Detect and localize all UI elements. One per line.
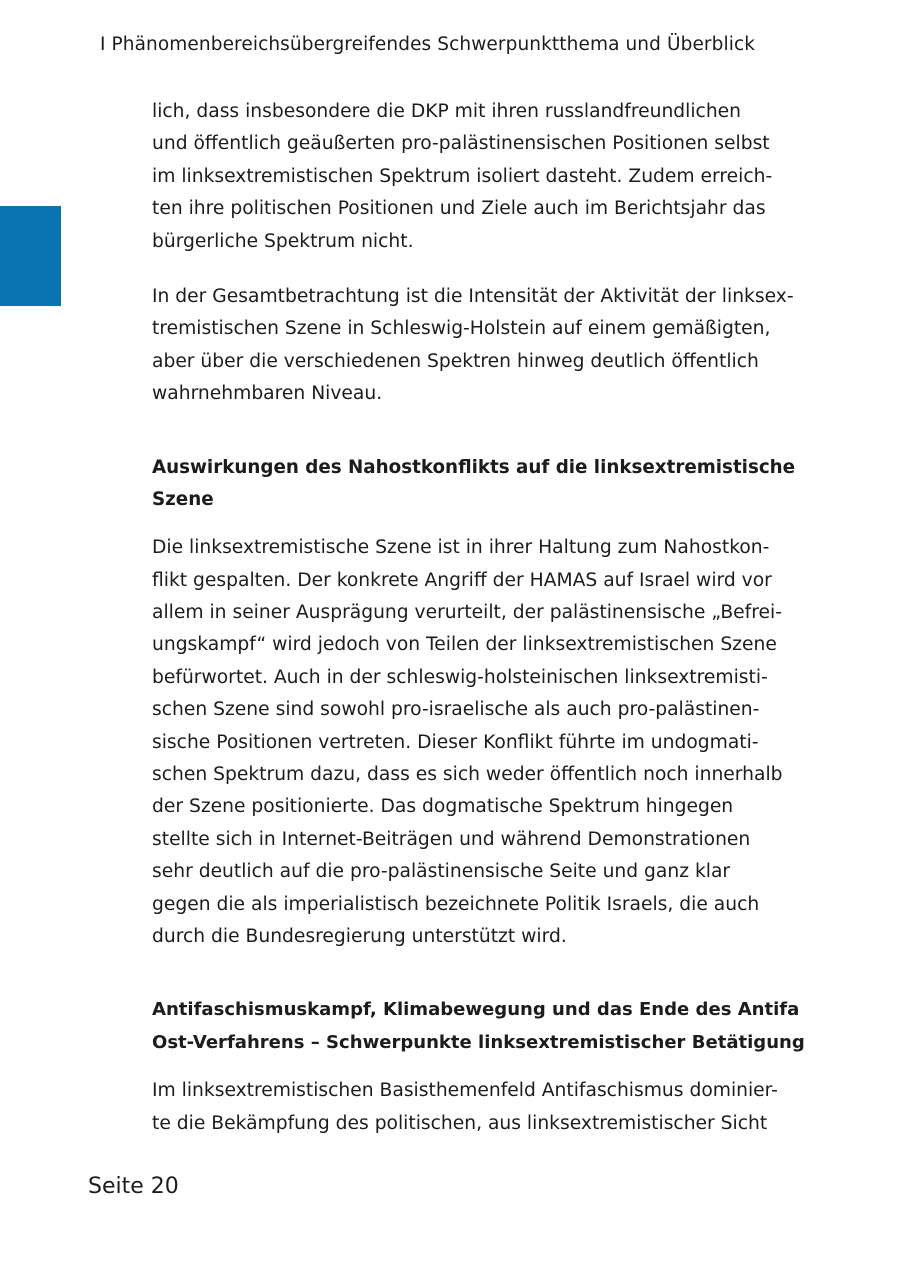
- text-line: In der Gesamtbetrachtung ist die Intensität der Aktivität der linksex-: [152, 285, 794, 307]
- paragraph: [152, 281, 807, 411]
- text-line: lich, dass insbesondere die DKP mit ihren russlandfreundlichen: [152, 101, 742, 122]
- text-line: durch die Bundesregierung unterstützt wird.: [152, 925, 567, 947]
- text-line: stellte sich in Internet-Beiträgen und während Demonstrationen: [152, 828, 751, 850]
- section-heading: [152, 452, 807, 517]
- text-line: schen Szene sind sowohl pro-israelische als auch pro-palästinen-: [152, 699, 760, 721]
- chapter-marker-tab: [0, 206, 61, 306]
- text-line: ten ihre politischen Positionen und Ziele auch im Berichtsjahr das: [152, 198, 766, 220]
- text-line: befürwortet. Auch in der schleswig-holsteinischen linksextremisti-: [152, 666, 768, 688]
- text-line: Die linksextremistische Szene ist in ihrer Haltung zum Nahostkon-: [152, 537, 770, 559]
- running-header: I Phänomenbereichsübergreifendes Schwerpunktthema und Überblick: [100, 34, 756, 55]
- heading-line: Auswirkungen des Nahostkonflikts auf die linksextremistische: [152, 456, 796, 478]
- heading-line: Antifaschismuskampf, Klimabewegung und das Ende des Antifa: [152, 999, 800, 1021]
- text-line: flikt gespalten. Der konkrete Angriff der HAMAS auf Israel wird vor: [152, 569, 772, 591]
- text-line: allem in seiner Ausprägung verurteilt, der palästinensische „Befrei-: [152, 602, 782, 624]
- text-line: tremistischen Szene in Schleswig-Holstein auf einem gemäßigten,: [152, 318, 771, 340]
- text-line: und öffentlich geäußerten pro-palästinensischen Positionen selbst: [152, 133, 770, 155]
- page-content: [152, 96, 807, 1140]
- text-line: Im linksextremistischen Basisthemenfeld Antifaschismus dominier-: [152, 1080, 778, 1102]
- paragraph: [152, 1075, 807, 1140]
- text-line: gegen die als imperialistisch bezeichnete Politik Israels, die auch: [152, 893, 760, 915]
- text-line: sehr deutlich auf die pro-palästinensische Seite und ganz klar: [152, 861, 731, 883]
- section-heading: [152, 994, 807, 1059]
- text-line: te die Bekämpfung des politischen, aus linksextremistischer Sicht: [152, 1112, 768, 1134]
- text-line: wahrnehmbaren Niveau.: [152, 383, 383, 405]
- text-line: aber über die verschiedenen Spektren hinweg deutlich öffentlich: [152, 350, 759, 372]
- text-line: ungskampf“ wird jedoch von Teilen der linksextremistischen Szene: [152, 634, 777, 656]
- heading-line: Ost-Verfahrens – Schwerpunkte linksextremistischer Betätigung: [152, 1031, 805, 1053]
- text-line: sische Positionen vertreten. Dieser Konflikt führte im undogmati-: [152, 731, 759, 753]
- text-line: bürgerliche Spektrum nicht.: [152, 230, 414, 252]
- text-line: schen Spektrum dazu, dass es sich weder öffentlich noch innerhalb: [152, 764, 783, 786]
- heading-line: Szene: [152, 488, 214, 510]
- paragraph: [152, 96, 807, 258]
- paragraph: [152, 532, 807, 953]
- text-line: im linksextremistischen Spektrum isoliert dasteht. Zudem erreich-: [152, 165, 773, 187]
- text-line: der Szene positionierte. Das dogmatische Spektrum hingegen: [152, 796, 734, 818]
- page-number: Seite 20: [88, 1174, 179, 1199]
